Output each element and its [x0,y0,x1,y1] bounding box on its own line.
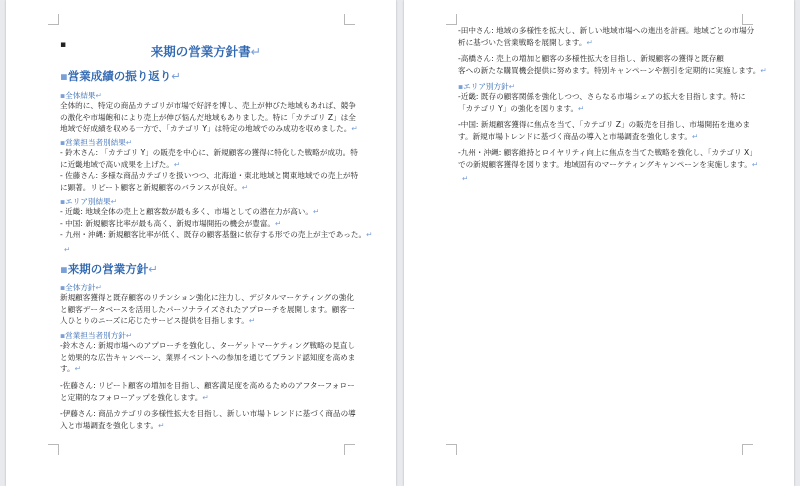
body-line[interactable]: 析に基づいた営業戦略を展開します。↵ [458,37,593,47]
body-line[interactable]: と顧客データベースを活用したパーソナライズされたアプローチを展開します。顧客一 [60,304,355,314]
body-line[interactable]: -伊藤さん: 商品カテゴリの多様性拡大を目指し、新しい市場トレンドに基づく商品の導 [60,409,356,418]
body-line[interactable]: 人ひとりのニーズに応じたサービス提供を目指します。↵ [60,316,256,325]
body-line[interactable]: -鈴木さん: 新規市場へのアプローチを強化し、ターゲットマーケティング戦略の見直し [60,341,356,350]
subheading-rep-results[interactable]: ▪営業担当者別結果↵ [60,138,133,147]
body-line[interactable]: -佐藤さん: リピート顧客の増加を目指し、顧客満足度を高めるためのアフターフォロー [60,381,355,390]
body-line[interactable]: に近畿地域で高い成果を上げた。↵ [60,159,181,169]
body-line[interactable]: - 中国: 新規顧客比率が最も高く、新規市場開拓の機会が豊富。↵ [60,218,282,228]
body-line[interactable]: - 近畿: 地域全体の売上と顧客数が最も多く、市場としての潜在力が高い。↵ [60,207,320,216]
body-line[interactable]: - 九州・沖縄: 新規顧客比率が低く、既存の顧客基盤に依存する形での売上が主であった。↵ [60,230,373,239]
body-line[interactable]: -九州・沖縄: 顧客維持とロイヤリティ向上に焦点を当てた戦略を強化し、「カテゴリ X」 [458,148,757,157]
body-line[interactable]: -近畿: 既存の顧客関係を強化しつつ、さらなる市場シェアの拡大を目指します。特に [458,92,746,101]
subheading-overall-policy[interactable]: ▪全体方針↵ [60,283,102,292]
body-line[interactable]: 客への新たな購買機会提供に努めます。特別キャンペーンや割引を定期的に実施します。↵ [458,65,767,75]
crop-mark [48,444,59,455]
body-line[interactable]: -中国: 新規顧客獲得に焦点を当て、「カテゴリ Z」の販売を目指し、市場開拓を進めま [458,120,751,129]
body-line[interactable]: -高橋さん: 売上の増加と顧客の多様性拡大を目指し、新規顧客の獲得と既存顧 [458,54,724,63]
crop-mark [446,14,457,25]
subheading-area-results[interactable]: ▪エリア別結果↵ [60,197,118,206]
section-heading-review[interactable]: ▪営業成績の振り返り↵ [60,69,181,83]
body-line[interactable]: す。↵ [60,364,81,373]
section-heading-policy[interactable]: ▪来期の営業方針↵ [60,262,158,276]
empty-paragraph-mark: ↵ [462,174,469,183]
subheading-rep-policy[interactable]: ▪営業担当者別方針↵ [60,331,133,340]
body-line[interactable]: と効果的な広告キャンペーン、業界イベントへの参加を通じてブランド認知度を高めま [60,352,356,362]
crop-mark [446,444,457,455]
subheading-overall[interactable]: ▪全体結果↵ [60,91,102,100]
body-line[interactable]: 入と市場調査を強化します。↵ [60,420,165,430]
body-line[interactable]: 新規顧客獲得と既存顧客のリテンション強化に注力し、デジタルマーケティングの強化 [60,293,354,302]
document-title[interactable]: 来期の営業方針書↵ [150,44,262,59]
body-line[interactable]: に顕著。リピート顧客と新規顧客のバランスが良好。↵ [60,182,249,192]
body-line[interactable]: - 鈴木さん: 「カテゴリ Y」の販売を中心に、新規顧客の獲得に特化した戦略が成功。特 [60,148,358,157]
body-line[interactable]: す。新規市場トレンドに基づく商品の導入と市場調査を強化します。↵ [458,131,699,141]
body-line[interactable]: での新規顧客獲得を図ります。地域固有のマーケティングキャンペーンを実施します。↵ [458,159,759,169]
body-line[interactable]: -田中さん: 地域の多様性を拡大し、新しい地域市場への進出を計画。地域ごとの市場分 [458,26,755,35]
body-line[interactable]: と定期的なフォローアップを強化します。↵ [60,392,209,402]
document-page-2[interactable] [404,0,794,486]
document-page-1[interactable] [6,0,396,486]
subheading-area-policy[interactable]: ▪エリア別方針↵ [458,82,516,91]
paragraph-bullet: ▪ [60,40,67,50]
body-line[interactable]: - 佐藤さん: 多様な商品カテゴリを扱いつつ、北海道・東北地域と関東地域での売上が特 [60,171,359,180]
body-line[interactable]: 「カテゴリ Y」の強化を図ります。↵ [458,103,585,113]
body-line[interactable]: 地域で好成績を収める一方で、「カテゴリ Y」は特定の地域でのみ成功を収めました。↵ [60,124,358,133]
body-line[interactable]: 全体的に、特定の商品カテゴリが市場で好評を博し、売上が伸びた地域もあれば、競争 [60,101,356,110]
body-line[interactable]: の激化や市場飽和により売上が伸び悩んだ地域もありました。特に「カテゴリ Z」は全 [60,112,356,122]
empty-paragraph-mark: ↵ [64,245,71,254]
crop-mark [48,14,59,25]
